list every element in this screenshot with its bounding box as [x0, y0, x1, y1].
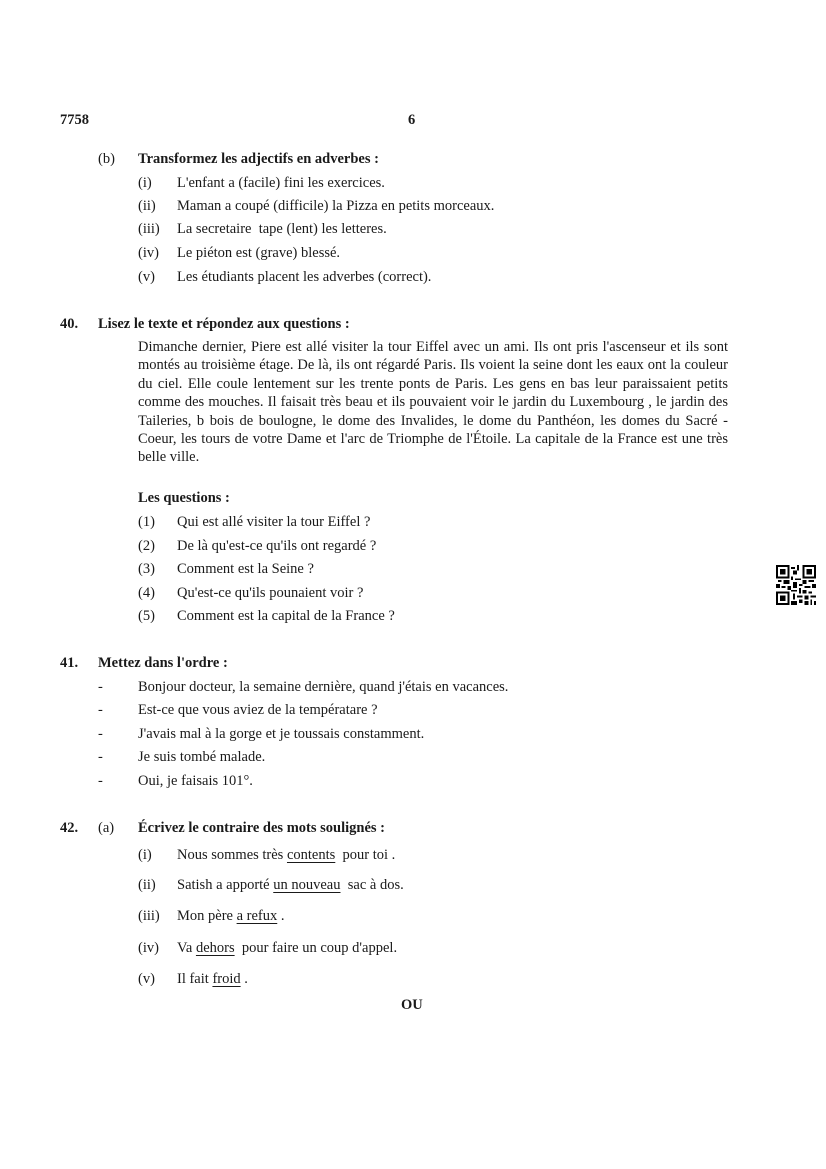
paper-code: 7758 [60, 112, 89, 128]
q39b-item-text: Les étudiants placent les adverbes (correct). [177, 269, 432, 285]
q41-item: Je suis tombé malade. [138, 749, 266, 765]
q39b-label: (b) [98, 151, 115, 167]
q42-item-sentence [177, 908, 285, 925]
q41-item: J'avais mal à la gorge et je toussais constamment. [138, 726, 425, 742]
q40-passage: Dimanche dernier, Piere est allé visiter la tour Eiffel avec un ami. Ils ont pris l'ascenseur et ils sont montés au troisième étage. De là, ils ont régardé Paris. Ils voient la seine dont les eaux ont la couleur du ciel. Elle coule lentement sur les trente ponts de Paris. Les gens en bas leur paraissaient petits comme des mouches. Il faisait très beau et ils pouvaient voir le jardin du Luxembourg , le jardin des Taileries, b bois de boulogne, le dome des Invalides, le dome du Panthéon, les domes du Sacré - Coeur, les tours de votre Dame et l'arc de Triomphe de l'Étoile. La capitale de la France est une très belle ville. [138, 339, 728, 466]
q40-question-text: Qu'est-ce qu'ils pounaient voir ? [177, 585, 364, 601]
q42-item-sentence [177, 847, 395, 864]
q41-bullet: - [98, 726, 103, 742]
q39b-item-num: (ii) [138, 198, 156, 214]
q42-item-before: Mon père [177, 908, 237, 924]
q42-item-before: Va [177, 940, 196, 956]
q41-instruction: Mettez dans l'ordre : [98, 655, 228, 671]
q39b-item-text: L'enfant a (facile) fini les exercices. [177, 175, 385, 191]
q39b-item-num: (v) [138, 269, 155, 285]
q42-item-after: pour toi . [335, 847, 396, 863]
q39b-item-text: Le piéton est (grave) blessé. [177, 245, 341, 261]
q39b-item-num: (i) [138, 175, 152, 191]
q40-instruction: Lisez le texte et répondez aux questions : [98, 316, 350, 332]
q41-item: Bonjour docteur, la semaine dernière, quand j'étais en vacances. [138, 679, 509, 695]
q39b-item-num: (iii) [138, 221, 160, 237]
q42-item-before: Nous sommes très [177, 847, 287, 863]
q40-question-text: Qui est allé visiter la tour Eiffel ? [177, 514, 371, 530]
q42-item-num: (iv) [138, 940, 159, 956]
q42-item-before: Satish a apporté [177, 877, 274, 893]
q40-number: 40. [60, 316, 79, 332]
q40-questions-label: Les questions : [138, 490, 230, 506]
q39b-item-text: Maman a coupé (difficile) la Pizza en petits morceaux. [177, 198, 495, 214]
q41-bullet: - [98, 773, 103, 789]
q42-underlined-word: froid [212, 971, 241, 987]
page-number: 6 [408, 112, 416, 128]
q39b-item-num: (iv) [138, 245, 159, 261]
q42-item-num: (iii) [138, 908, 160, 924]
q40-question-num: (5) [138, 608, 155, 624]
q42-underlined-word: contents [286, 847, 336, 863]
q42-item-after: . [240, 971, 248, 987]
q42-label: (a) [98, 820, 115, 836]
q42-item-sentence [177, 940, 397, 957]
q41-bullet: - [98, 749, 103, 765]
q42-item-after: sac à dos. [340, 877, 404, 893]
q42-item-before: Il fait [177, 971, 213, 987]
q42-item-sentence [177, 877, 404, 894]
q41-item: Oui, je faisais 101°. [138, 773, 253, 789]
q42-underlined-word: a refux [236, 908, 278, 924]
qr-code-icon [776, 565, 816, 605]
q41-bullet: - [98, 679, 103, 695]
q42-item-num: (i) [138, 847, 152, 863]
q39b-instruction: Transformez les adjectifs en adverbes : [138, 151, 379, 167]
q41-bullet: - [98, 702, 103, 718]
q40-question-text: Comment est la capital de la France ? [177, 608, 395, 624]
q42-item-after: . [277, 908, 285, 924]
q41-item: Est-ce que vous aviez de la températare ? [138, 702, 378, 718]
q42-underlined-word: dehors [195, 940, 235, 956]
q42-item-after: pour faire un coup d'appel. [234, 940, 398, 956]
q40-question-text: Comment est la Seine ? [177, 561, 314, 577]
q40-question-num: (3) [138, 561, 155, 577]
q41-number: 41. [60, 655, 79, 671]
q42-underlined-word: un nouveau [273, 877, 341, 893]
q42-item-num: (v) [138, 971, 155, 987]
q42-item-num: (ii) [138, 877, 156, 893]
q40-question-num: (1) [138, 514, 155, 530]
q40-question-num: (4) [138, 585, 155, 601]
or-separator: OU [401, 997, 423, 1013]
q40-question-num: (2) [138, 538, 155, 554]
q42-instruction: Écrivez le contraire des mots soulignés : [138, 820, 385, 836]
q40-question-text: De là qu'est-ce qu'ils ont regardé ? [177, 538, 377, 554]
q42-number: 42. [60, 820, 79, 836]
q39b-item-text: La secretaire tape (lent) les letteres. [177, 221, 387, 237]
q42-item-sentence [177, 971, 248, 988]
